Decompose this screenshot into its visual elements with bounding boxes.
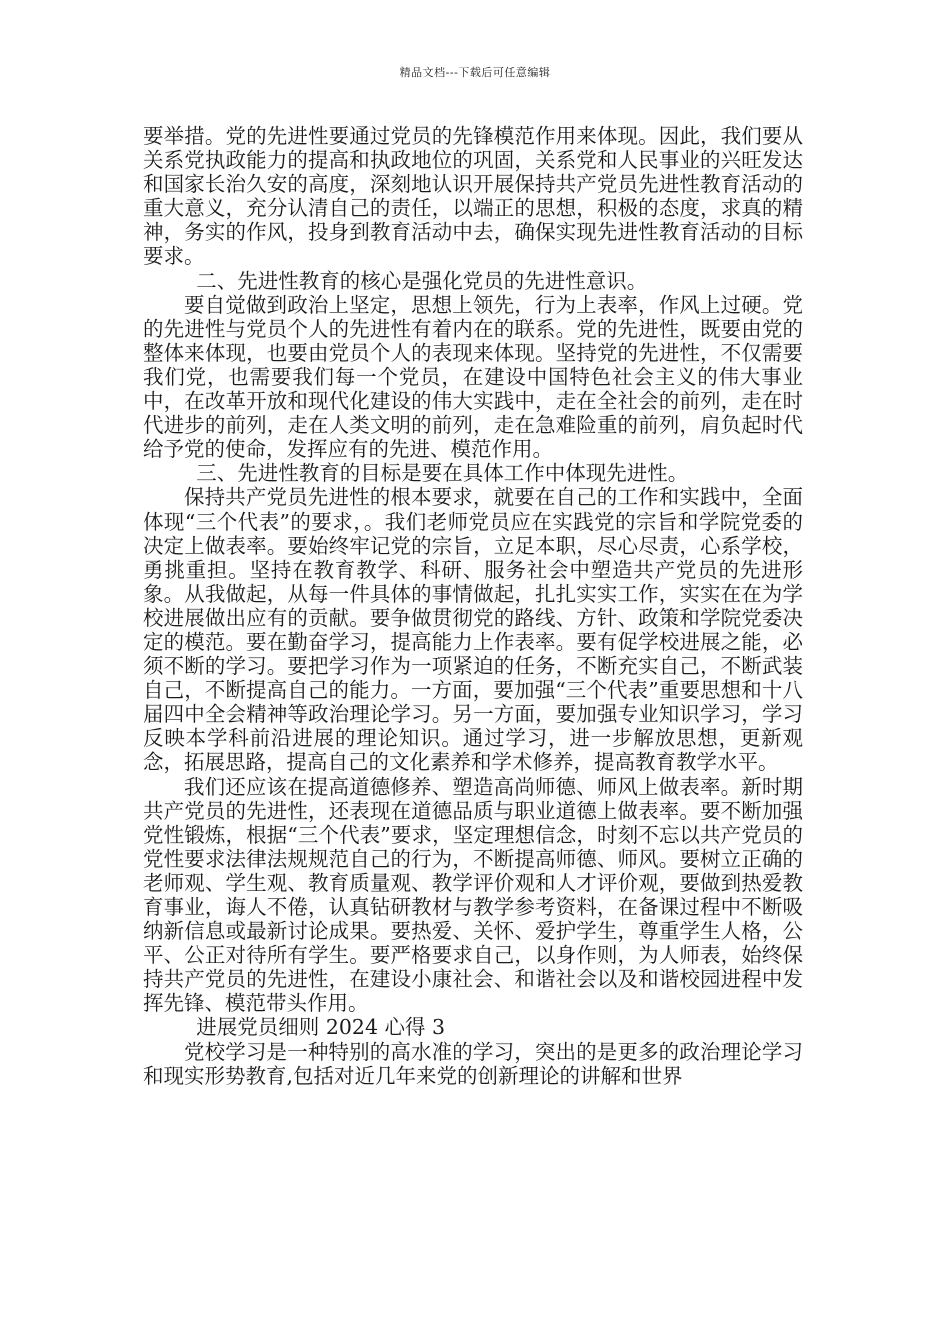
paragraph-work-practice: 保持共产党员先进性的根本要求，就要在自己的工作和实践中，全面体现“三个代表”的要求，。我们老师党员应在实践党的宗旨和学院党委的决定上做表率。要始终牢记党的宗旨，立足本职，尽心尽责，心系学校，勇挑重担。坚持在教育教学、科研、服务社会中塑造共产党员的先进形象。从我做起，从每一件具体的事情做起，扎扎实实工作，实实在在为学校进展做出应有的贡献。要争做贯彻党的路线、方针、政策和学院党委决定的模范。要在勤奋学习，提高能力上作表率。要有促学校进展之能，必须不断的学习。要把学习作为一项紧迫的任务，不断充实自己，不断武装自己，不断提高自己的能力。一方面，要加强“三个代表”重要思想和十八届四中全会精神等政治理论学习。另一方面，要加强专业知识学习，学习反映本学科前沿进展的理论知识。通过学习，进一步解放思想，更新观念，拓展思路，提高自己的文化素养和学术修养，提高教育教学水平。 bbox=[143, 485, 803, 775]
section-title-party-rules: 进展党员细则 2024 心得 3 bbox=[196, 1015, 446, 1040]
document-body bbox=[143, 124, 803, 1088]
section-heading-2: 二、先进性教育的核心是强化党员的先进性意识。 bbox=[196, 268, 648, 293]
paragraph-advanced-awareness: 要自觉做到政治上坚定，思想上领先，行为上表率，作风上过硬。党的先进性与党员个人的先进性有着内在的联系。党的先进性，既要由党的整体来体现，也要由党员个人的表现来体现。坚持党的先进性，不仅需要我们党，也需要我们每一个党员，在建设中国特色社会主义的伟大事业中，在改革开放和现代化建设的伟大实践中，走在全社会的前列，走在时代进步的前列，走在人类文明的前列，走在急难险重的前列，肩负起时代给予党的使命，发挥应有的先进、模范作用。 bbox=[143, 292, 803, 462]
section-heading-3: 三、先进性教育的目标是要在具体工作中体现先进性。 bbox=[196, 461, 689, 486]
paragraph-party-school: 党校学习是一种特别的高水准的学习，突出的是更多的政治理论学习和现实形势教育,包括对近几年来党的创新理论的讲解和世界 bbox=[143, 1039, 803, 1088]
paragraph-teacher-ethics: 我们还应该在提高道德修养、塑造高尚师德、师风上做表率。新时期共产党员的先进性，还表现在道德品质与职业道德上做表率。要不断加强党性锻炼，根据“三个代表”要求，坚定理想信念，时刻不忘以共产党员的党性要求法律法规规范自己的行为，不断提高师德、师风。要树立正确的老师观、学生观、教育质量观、教学评价观和人才评价观，要做到热爱教育事业，诲人不倦，认真钻研教材与教学参考资料，在备课过程中不断吸纳新信息或最新讨论成果。要热爱、关怀、爱护学生，尊重学生人格，公平、公正对待所有学生。要严格要求自己，以身作则，为人师表，始终保持共产党员的先进性，在建设小康社会、和谐社会以及和谐校园进程中发挥先锋、模范带头作用。 bbox=[143, 774, 803, 1016]
page-header: 精品文档---下载后可任意编辑 bbox=[399, 66, 551, 79]
paragraph-continuation: 要举措。党的先进性要通过党员的先锋模范作用来体现。因此，我们要从关系党执政能力的提高和执政地位的巩固，关系党和人民事业的兴旺发达和国家长治久安的高度，深刻地认识开展保持共产党员先进性教育活动的重大意义，充分认清自己的责任，以端正的思想，积极的态度，求真的精神，务实的作风，投身到教育活动中去，确保实现先进性教育活动的目标要求。 bbox=[143, 124, 803, 269]
